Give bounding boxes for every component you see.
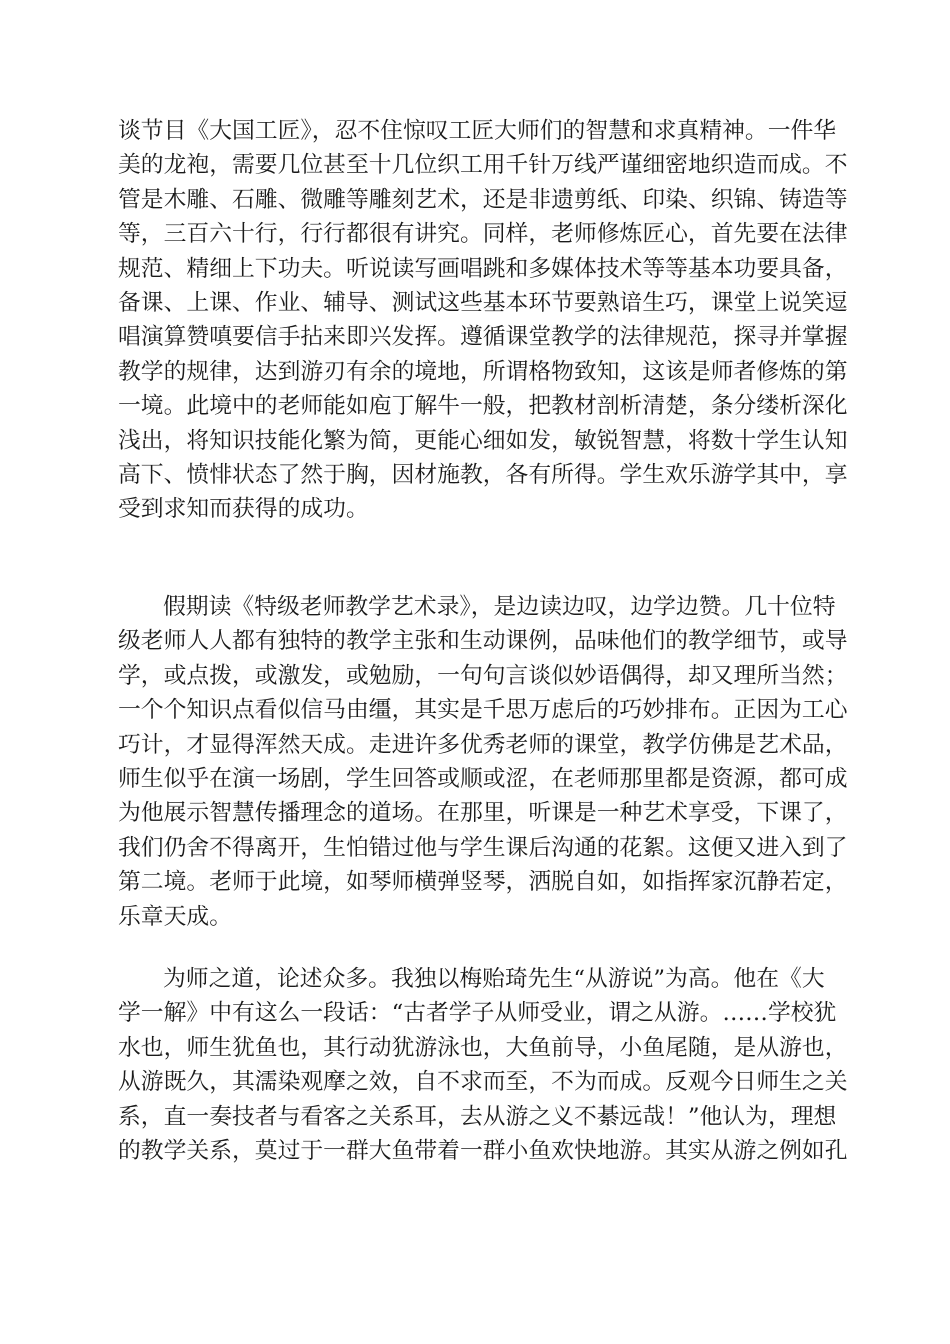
text-line: 备课、上课、作业、辅导、测试这些基本环节要熟谙生巧，课堂上说笑逗 <box>118 289 848 316</box>
text-line: 等，三百六十行，行行都很有讲究。同样，老师修炼匠心，首先要在法律 <box>118 221 848 248</box>
text-line: 学，或点拨，或激发，或勉励，一句句言谈似妙语偶得，却又理所当然； <box>118 662 848 689</box>
text-line: 级老师人人都有独特的教学主张和生动课例，品味他们的教学细节，或导 <box>118 628 848 655</box>
text-line: 的教学关系，莫过于一群大鱼带着一群小鱼欢快地游。其实从游之例如孔 <box>118 1137 848 1164</box>
text-line: 假期读《特级老师教学艺术录》，是边读边叹，边学边赞。几十位特 <box>163 594 836 620</box>
text-line: 为师之道，论述众多。我独以梅贻琦先生“从游说”为高。他在《大 <box>163 966 825 992</box>
text-line: 为他展示智慧传播理念的道场。在那里，听课是一种艺术享受，下课了， <box>118 800 848 827</box>
text-line: 唱演算赞嗔要信手拈来即兴发挥。遵循课堂教学的法律规范，探寻并掌握 <box>118 324 848 351</box>
text-line: 水也，师生犹鱼也，其行动犹游泳也，大鱼前导，小鱼尾随，是从游也， <box>118 1034 848 1061</box>
text-line: 一境。此境中的老师能如庖丁解牛一般，把教材剖析清楚，条分缕析深化 <box>118 393 848 420</box>
text-line: 教学的规律，达到游刃有余的境地，所谓格物致知，这该是师者修炼的第 <box>118 358 848 385</box>
paragraph-2 <box>118 590 848 934</box>
paragraph-1 <box>118 114 848 527</box>
text-line: 师生似乎在演一场剧，学生回答或顺或涩，在老师那里都是资源，都可成 <box>118 765 848 792</box>
text-line: 管是木雕、石雕、微雕等雕刻艺术，还是非遗剪纸、印染、织锦、铸造等 <box>118 186 848 213</box>
text-line: 受到求知而获得的成功。 <box>118 496 369 523</box>
text-line: 我们仍舍不得离开，生怕错过他与学生课后沟通的花絮。这便又进入到了 <box>118 834 848 861</box>
text-line: 美的龙袍，需要几位甚至十几位织工用千针万线严谨细密地织造而成。不 <box>118 152 848 179</box>
text-line: 高下、愤悱状态了然于胸，因材施教，各有所得。学生欢乐游学其中，享 <box>118 461 848 488</box>
paragraph-3 <box>118 962 848 1168</box>
text-line: 规范、精细上下功夫。听说读写画唱跳和多媒体技术等等基本功要具备， <box>118 255 848 282</box>
text-line: 从游既久，其濡染观摩之效，自不求而至，不为而成。反观今日师生之关 <box>118 1069 848 1096</box>
text-line: 巧计，才显得浑然天成。走进许多优秀老师的课堂，教学仿佛是艺术品， <box>118 731 848 758</box>
text-line: 浅出，将知识技能化繁为简，更能心细如发，敏锐智慧，将数十学生认知 <box>118 427 848 454</box>
text-line: 一个个知识点看似信马由缰，其实是千思万虑后的巧妙排布。正因为工心 <box>118 697 848 724</box>
text-line: 乐章天成。 <box>118 903 232 930</box>
text-line: 第二境。老师于此境，如琴师横弹竖琴，洒脱自如，如指挥家沉静若定， <box>118 869 848 896</box>
text-line: 谈节目《大国工匠》，忍不住惊叹工匠大师们的智慧和求真精神。一件华 <box>118 118 837 144</box>
text-line: 系，直一奏技者与看客之关系耳，去从游之义不綦远哉！”他认为，理想 <box>118 1103 837 1130</box>
text-line: 学一解》中有这么一段话：“古者学子从师受业，谓之从游。……学校犹 <box>118 1000 837 1027</box>
